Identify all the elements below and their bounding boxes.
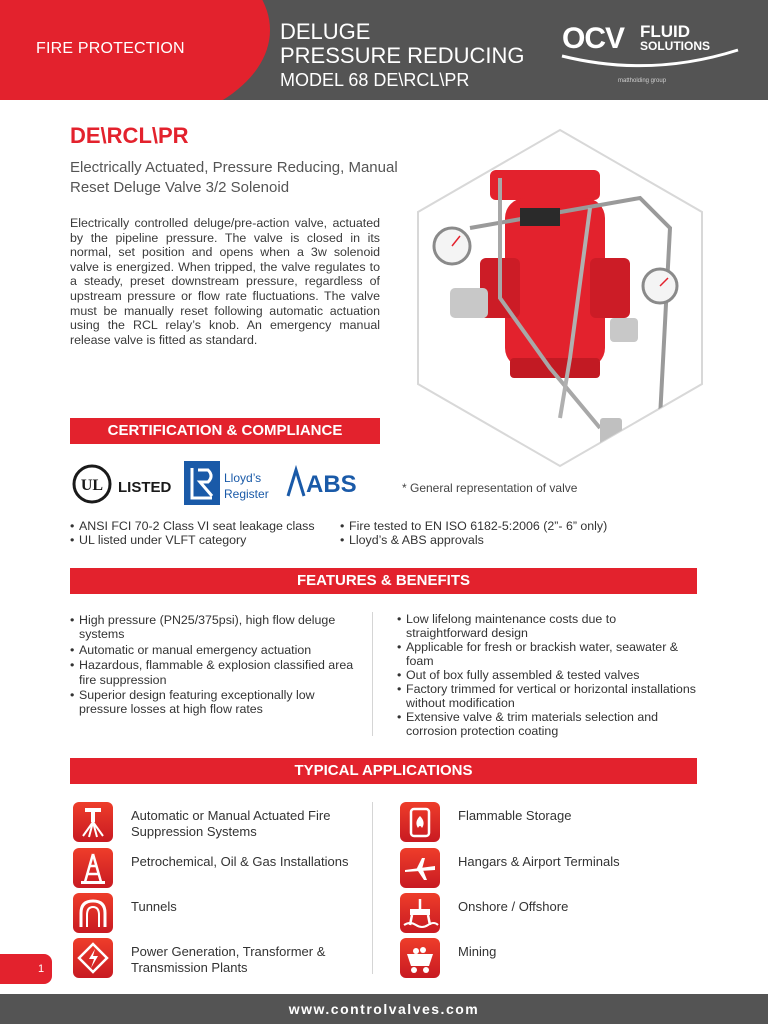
logo-ocv-text: OCV bbox=[562, 22, 625, 55]
list-item: • Low lifelong maintenance costs due to straightforward design bbox=[397, 612, 697, 640]
certification-logos bbox=[72, 456, 392, 512]
valve-illustration-icon bbox=[410, 118, 710, 478]
list-item: • Extensive valve & trim materials selection and corrosion protection coating bbox=[397, 710, 697, 738]
abs-logo-text: ABS bbox=[306, 471, 357, 498]
list-item: • Factory trimmed for vertical or horizontal installations without modification bbox=[397, 682, 697, 710]
application-item bbox=[400, 848, 690, 888]
application-item bbox=[400, 938, 690, 978]
abs-logo bbox=[288, 470, 357, 498]
logo-swoosh-icon bbox=[560, 48, 740, 78]
lloyds-text-1: Lloyd’s bbox=[224, 471, 262, 485]
list-item: • Lloyd’s & ABS approvals bbox=[340, 533, 660, 547]
application-label: Flammable Storage bbox=[458, 808, 572, 823]
list-item: • High pressure (PN25/375psi), high flow deluge systems bbox=[70, 613, 360, 642]
lloyds-text-2: Register bbox=[224, 487, 269, 501]
list-item: • Superior design featuring exceptionally low pressure losses at high flow rates bbox=[70, 688, 360, 717]
application-label: Petrochemical, Oil & Gas Installations bbox=[131, 854, 349, 869]
application-item bbox=[73, 938, 363, 978]
title-line-1: DELUGE bbox=[280, 19, 371, 44]
list-item: • Fire tested to EN ISO 6182-5:2006 (2”- 6” only) bbox=[340, 519, 660, 533]
page-number: 1 bbox=[0, 954, 52, 984]
high-voltage-icon bbox=[73, 938, 113, 978]
footer-url[interactable]: www.controlvalves.com bbox=[0, 994, 768, 1024]
title-line-3: MODEL 68 DE\RCL\PR bbox=[280, 70, 470, 90]
ul-listed-text: LISTED bbox=[118, 479, 172, 496]
features-list-right bbox=[397, 612, 697, 738]
certification-list-right bbox=[340, 519, 660, 548]
application-label: Onshore / Offshore bbox=[458, 899, 569, 914]
list-item: • Out of box fully assembled & tested valves bbox=[397, 668, 697, 682]
page-header bbox=[0, 0, 768, 100]
logo-fluid-word: FLUID bbox=[640, 22, 691, 41]
section-label: FIRE PROTECTION bbox=[36, 40, 185, 57]
model-code-heading: DE\RCL\PR bbox=[70, 123, 189, 148]
list-item: • Automatic or manual emergency actuation bbox=[70, 643, 360, 657]
logo-solutions-word: SOLUTIONS bbox=[640, 39, 711, 53]
application-label: Mining bbox=[458, 944, 497, 959]
application-item bbox=[400, 893, 690, 933]
ul-listed-logo bbox=[74, 466, 172, 502]
applications-heading: TYPICAL APPLICATIONS bbox=[70, 758, 697, 784]
tunnel-icon bbox=[73, 893, 113, 933]
airplane-icon bbox=[400, 848, 440, 888]
application-label: Power Generation, Transformer & Transmission Plants bbox=[131, 944, 326, 975]
application-label: Automatic or Manual Actuated Fire Suppression Systems bbox=[131, 808, 331, 839]
list-item: • UL listed under VLFT category bbox=[70, 533, 345, 547]
mine-cart-icon bbox=[400, 938, 440, 978]
ocv-logo bbox=[560, 18, 750, 88]
lloyds-register-logo bbox=[184, 461, 269, 505]
features-heading: FEATURES & BENEFITS bbox=[70, 568, 697, 594]
applications-divider bbox=[372, 802, 373, 974]
ul-logo-text: UL bbox=[80, 477, 104, 494]
certification-heading: CERTIFICATION & COMPLIANCE bbox=[70, 418, 380, 444]
certification-list-left bbox=[70, 519, 345, 548]
oil-rig-icon bbox=[73, 848, 113, 888]
application-item bbox=[73, 802, 363, 842]
application-label: Hangars & Airport Terminals bbox=[458, 854, 620, 869]
logo-group-text: mattholding group bbox=[618, 78, 667, 84]
application-label: Tunnels bbox=[131, 899, 177, 914]
page-title bbox=[280, 20, 524, 92]
features-list-left bbox=[70, 613, 360, 718]
flammable-barrel-icon bbox=[400, 802, 440, 842]
list-item: • ANSI FCI 70-2 Class VI seat leakage class bbox=[70, 519, 345, 533]
product-subtitle: Electrically Actuated, Pressure Reducing, Manual Reset Deluge Valve 3/2 Solenoid bbox=[70, 159, 398, 196]
application-item bbox=[73, 848, 363, 888]
image-note: * General representation of valve bbox=[402, 481, 578, 495]
valve-image bbox=[410, 118, 710, 478]
product-description: Electrically controlled deluge/pre-action valve, actuated by the pipeline pressure. The valve is closed in its normal, set position and opens when a 3w solenoid valve is energized. When tripped, the valve regulates to a steady, preset downstream pressure, regardless of upstream pressure or flow rate fluctuations. The valve must be manually reset following automatic actuation using the RCL relay’s knob. An emergency manual release valve is fitted as standard. bbox=[70, 216, 380, 347]
application-item bbox=[73, 893, 363, 933]
title-line-2: PRESSURE REDUCING bbox=[280, 43, 525, 68]
offshore-platform-icon bbox=[400, 893, 440, 933]
list-item: • Hazardous, flammable & explosion classified area fire suppression bbox=[70, 658, 360, 687]
sprinkler-icon bbox=[73, 802, 113, 842]
application-item bbox=[400, 802, 690, 842]
features-divider bbox=[372, 612, 373, 736]
list-item: • Applicable for fresh or brackish water, seawater & foam bbox=[397, 640, 697, 668]
